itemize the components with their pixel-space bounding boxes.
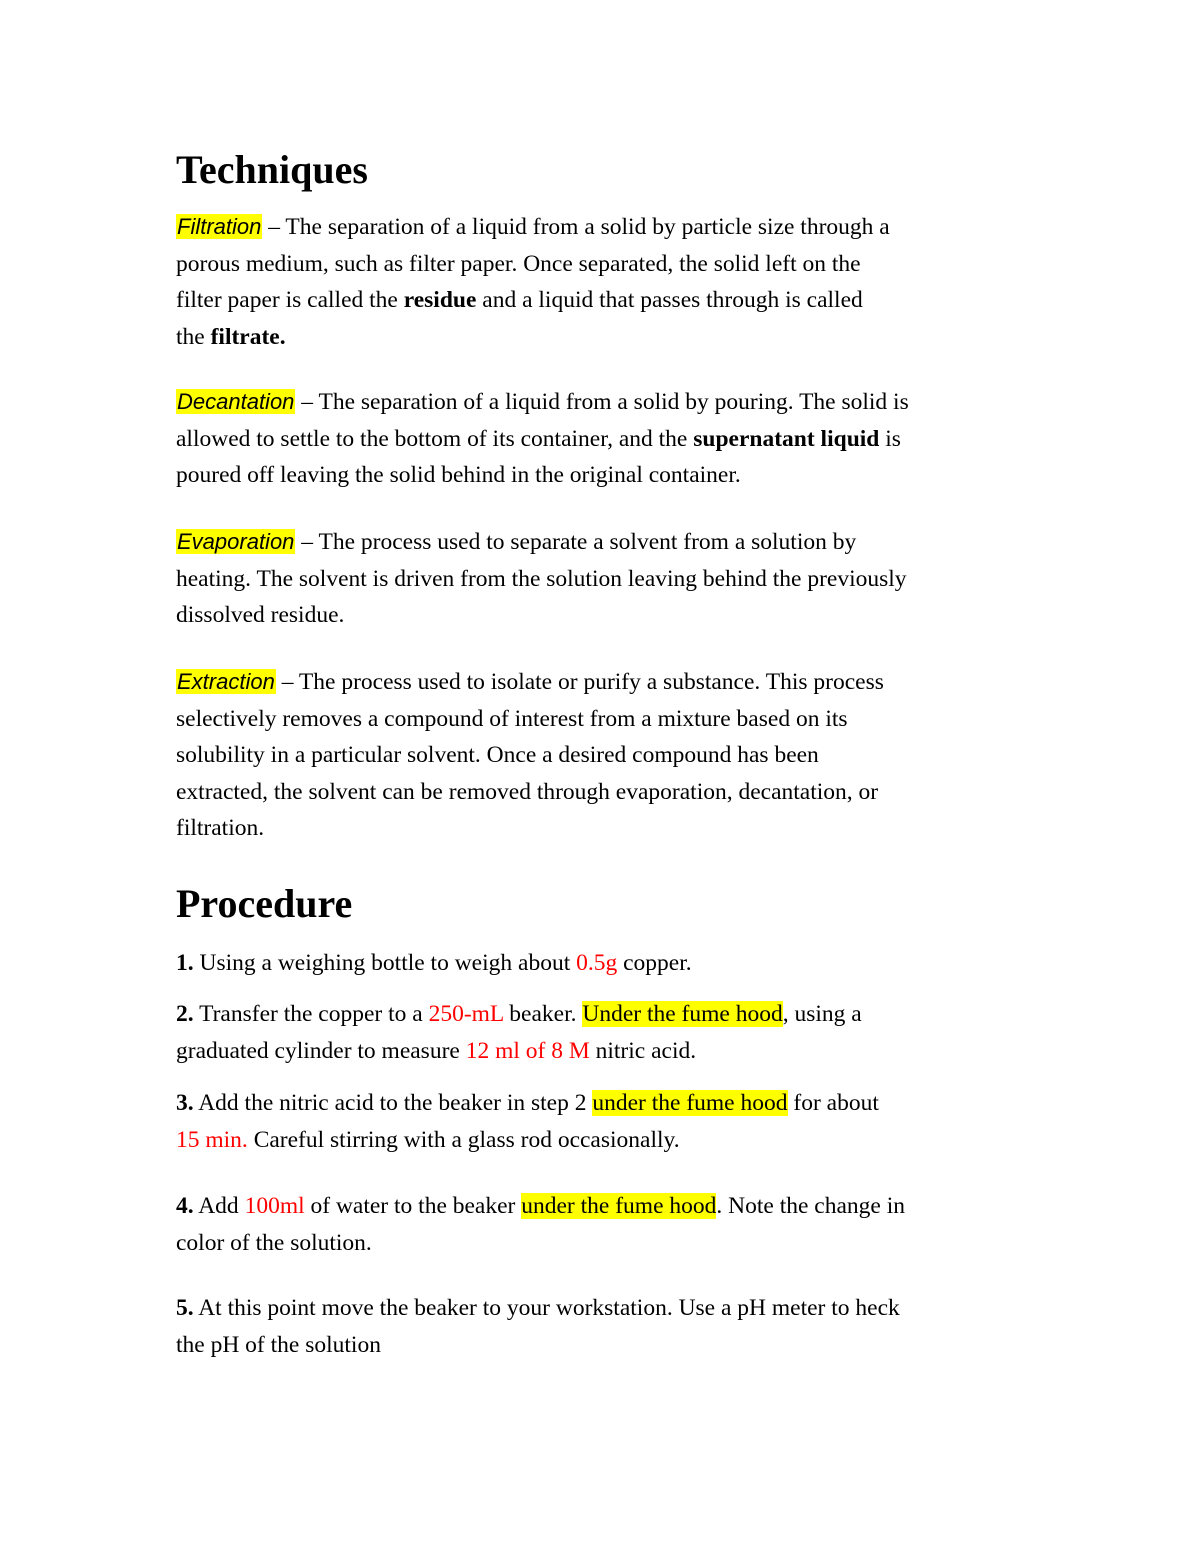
step-2-number: 2. <box>176 1001 194 1027</box>
filtration-text-1: – The separation of a liquid from a solid by particle size through a <box>262 214 890 240</box>
step-2-line-1 <box>176 996 1046 1033</box>
procedure-step-5 <box>176 1290 1046 1363</box>
step-5-line-1 <box>176 1290 1046 1327</box>
extraction-paragraph <box>176 664 1046 847</box>
extraction-text-1: – The process used to isolate or purify a substance. This process <box>275 669 884 695</box>
step-3-line-2 <box>176 1122 1046 1159</box>
evaporation-text-1: – The process used to separate a solvent from a solution by <box>295 529 857 555</box>
step-4-text-b: of water to the beaker <box>304 1193 522 1219</box>
step-2-text-d: graduated cylinder to measure <box>176 1037 466 1064</box>
filtration-paragraph <box>176 209 1046 355</box>
step-3-text-c: Careful stirring with a glass rod occasionally. <box>247 1126 680 1153</box>
procedure-step-1 <box>176 945 1046 982</box>
decantation-line-2 <box>176 421 1046 458</box>
residue-term: residue <box>403 287 477 313</box>
filtration-text-4a: the <box>176 323 211 350</box>
evaporation-line-1 <box>176 524 1046 561</box>
decantation-text-2c: is <box>879 425 901 452</box>
step-3-text-a: Add the nitric acid to the beaker in step 2 <box>193 1090 593 1116</box>
decantation-term: Decantation <box>177 389 295 414</box>
step-2-line-2 <box>176 1033 1046 1070</box>
step-1-text-a: Using a weighing bottle to weigh about <box>193 950 577 976</box>
decantation-paragraph <box>176 384 1046 494</box>
step-3-number: 3. <box>176 1090 194 1116</box>
step-3-duration: 15 min. <box>176 1126 248 1153</box>
step-2-text-c: , using a <box>782 1001 862 1027</box>
step-4-line-2: color of the solution. <box>176 1229 372 1256</box>
filtration-line-3 <box>176 282 1046 319</box>
filtration-line-4 <box>176 319 1046 356</box>
step-2-text-a: Transfer the copper to a <box>193 1001 429 1027</box>
step-4-text-c: . Note the change in <box>716 1193 905 1219</box>
extraction-line-3: solubility in a particular solvent. Once a desired compound has been <box>176 742 819 768</box>
evaporation-line-2: heating. The solvent is driven from the solution leaving behind the previously <box>176 565 907 592</box>
filtrate-term: filtrate. <box>210 323 286 350</box>
decantation-line-1 <box>176 384 1046 421</box>
decantation-line-3: poured off leaving the solid behind in the original container. <box>176 462 741 488</box>
step-2-text-b: beaker. <box>503 1001 583 1027</box>
step-5-line-2: the pH of the solution <box>176 1331 381 1358</box>
filtration-text-3a: filter paper is called the <box>176 287 404 313</box>
step-4-number: 4. <box>176 1193 194 1219</box>
extraction-line-2: selectively removes a compound of interest from a mixture based on its <box>176 705 848 732</box>
step-1-line-1 <box>176 945 1046 982</box>
step-5-text-a: At this point move the beaker to your workstation. Use a pH meter to heck <box>193 1295 900 1321</box>
extraction-line-4: extracted, the solvent can be removed through evaporation, decantation, or <box>176 778 879 805</box>
filtration-term: Filtration <box>177 214 262 239</box>
procedure-step-2 <box>176 996 1046 1069</box>
step-1-number: 1. <box>176 950 194 976</box>
procedure-heading: Procedure <box>176 881 353 926</box>
step-1-mass-value: 0.5g <box>576 950 618 976</box>
decantation-text-2a: allowed to settle to the bottom of its container, and the <box>176 425 694 452</box>
step-4-line-1 <box>176 1188 1046 1225</box>
procedure-step-4 <box>176 1188 1046 1261</box>
filtration-line-2: porous medium, such as filter paper. Once separated, the solid left on the <box>176 250 861 277</box>
evaporation-line-3: dissolved residue. <box>176 602 345 628</box>
step-2-beaker-size: 250-mL <box>428 1001 504 1027</box>
step-5-number: 5. <box>176 1295 194 1321</box>
extraction-line-5: filtration. <box>176 815 265 841</box>
filtration-text-3c: and a liquid that passes through is called <box>476 287 863 313</box>
step-4-text-a: Add <box>193 1193 245 1219</box>
extraction-line-1 <box>176 664 1046 701</box>
step-3-fume-hood-highlight: under the fume hood <box>592 1090 788 1116</box>
step-3-line-1 <box>176 1085 1046 1122</box>
decantation-text-1: – The separation of a liquid from a solid by pouring. The solid is <box>295 389 909 415</box>
techniques-heading: Techniques <box>176 147 368 192</box>
procedure-step-3 <box>176 1085 1046 1158</box>
filtration-line-1 <box>176 209 1046 246</box>
extraction-term: Extraction <box>177 669 275 694</box>
step-2-acid-amount: 12 ml of 8 M <box>465 1037 590 1064</box>
step-4-water-volume: 100ml <box>244 1193 305 1219</box>
supernatant-liquid-term: supernatant liquid <box>693 425 880 452</box>
step-3-text-b: for about <box>787 1090 879 1116</box>
step-2-fume-hood-highlight: Under the fume hood <box>582 1001 783 1027</box>
step-1-text-b: copper. <box>617 950 692 976</box>
step-4-fume-hood-highlight: under the fume hood <box>521 1193 717 1219</box>
evaporation-term: Evaporation <box>177 529 295 554</box>
step-2-text-e: nitric acid. <box>589 1037 697 1064</box>
evaporation-paragraph <box>176 524 1046 634</box>
